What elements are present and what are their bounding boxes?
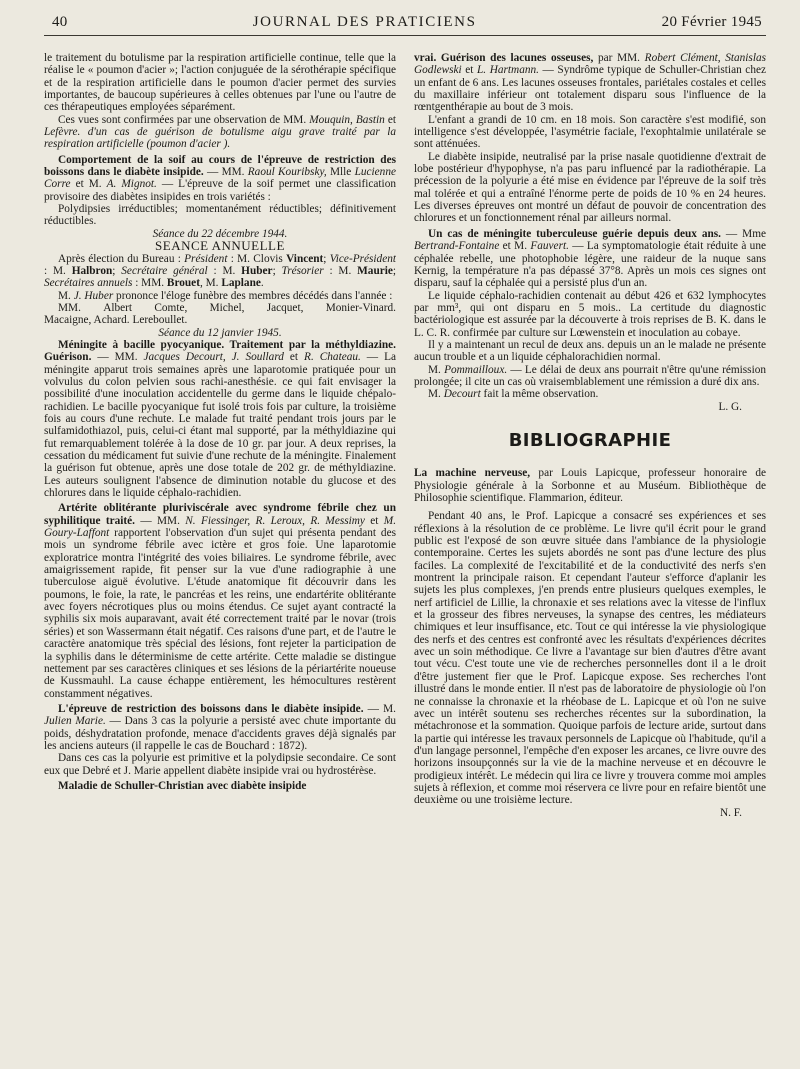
paragraph: Dans ces cas la polyurie est primitive et la polydipsie secondaire. Ce sont eux que Debré et J. Marie appellent diabète insipide vrai ou hydrostérèse. (44, 752, 396, 777)
right-column (414, 52, 766, 819)
left-column (44, 52, 396, 819)
paragraph: le traitement du botulisme par la respiration artificielle continue, telle que la réalise le « poumon d'acier »; l'action conjuguée de la sérothérapie spécifique et de la respiration artificielle dans le poumon d'acier permet des survies importantes, de baucoup supérieures à celles obtenues par l'une ou l'autre de ces thérapeutiques employées séparément. (44, 52, 396, 114)
journal-title: JOURNAL DES PRATICIENS (252, 14, 477, 30)
article-title: L'épreuve de restriction des boissons dans le diabète insipide. (58, 702, 364, 715)
article-title: Comportement de la soif au cours de l'épreuve de restriction des boissons dans le diabète insipide. (44, 153, 396, 179)
paragraph: Artérite oblitérante pluriviscérale avec syndrome fébrile chez un syphilitique traité. — MM. N. Fiessinger, R. Leroux, R. Messimy et M. Goury-Laffont rapportent l'observation d'un sujet qui présenta pendant des mois un syndrome fébrile avec ictère et gros foie. Une laparotomie exploratrice montra l'intégrité des voies biliaires. Le syndrome fébrile, avec amaigrissement rapide, fit penser sur la vue d'une radiographie à une tuberculose aiguë évolutive. L'étude anatomique fit découvrir dans les poumons, le foie, la rate, le pancréas et les reins, une endartérite oblitérante avec foyers nécrotiques plus ou moins étendus. Ce sujet ayant contracté la syphilis six mois auparavant, avait été correctement traité par le novar (trois séries) et son Wassermann était négatif. Ces raisons d'une part, et de l'autre le caractère anatomique très spécial des lésions, font rejeter la participation de la syphilis dans le déterminisme de cette artérite. Cette maladie se distingue nettement par ses caractères cliniques et ses lésions de la périartérite noueuse de Kussmauhl. La cause échappe entièrement, les hémocultures restèrent constamment négatives. (44, 502, 396, 700)
book-title: La machine nerveuse, (414, 467, 531, 480)
paragraph: Méningite à bacille pyocyanique. Traitement par la méthyldiazine. Guérison. — MM. Jacques Decourt, J. Soullard et R. Chateau. — La méningite apparut trois semaines après une laparotomie pratiquée pour un volvulus du colon pelvien sous rachi-anesthésie. ce qui fait envisager la possibilité d'une inoculation accidentelle du germe dans le liquide chépalo-rachidien. Le bacille pyocyanique fut isolé trois fois par culture, la troisième fois au cours d'une rechute. Le malade fut traité pendant trois jours par le sulfamidothiazol, puis, celui-ci étant mal supporté, par la méthyldiazine qui fut remarquablement tolérée à la dose de 10 gr. par jour. A deux reprises, la cessation du médicament fut suivie d'une rechute de la méningite. Finalement la guérison fut obtenue, après une dose totale de 202 gr. de méthyldiazine. Les auteurs soulignent l'absence de diminution notable du glucose et des chlorures dans le liquide céphalo-rachidien. (44, 338, 396, 500)
session-subheading: SEANCE ANNUELLE (155, 238, 285, 254)
paragraph: Comportement de la soif au cours de l'épreuve de restriction des boissons dans le diabète insipide. — MM. Raoul Kouribsky, Mlle Lucienne Corre et M. A. Mignot. — L'épreuve de la soif permet une classification provisoire des diabètes insipides en trois variétés : (44, 153, 396, 203)
paragraph: Pendant 40 ans, le Prof. Lapicque a consacré ses expériences et ses réflexions à la résolution de ce problème. Le livre qu'il écrit pour le grand public est l'exposé de son œuvre située dans l'ambiance de la physiologie contemporaine. Certes les sujets abordés ne sont pas d'une lecture des plus faciles. La complexité de l'excitabilité et de la conductivité des nerfs s'en montrent la principale raison. Et cependant l'auteur s'efforce d'aplanir les sujets les plus complexes, j'en prends entre plusieurs quelques exemples, le nerf artificiel de Lillie, la chronaxie et ses relations avec la vitesse de l'influx et la grosseur des fibres nerveuses, la synapse des centres, les médiateurs chimiques et leur insuffisance, etc. Tout ce qui intéresse la vie physiologique des nerfs et des centres est confronté avec les résultats d'expériences décrites avec un soin méthodique. Ce livre a l'avantage sur bien d'autres d'être avant tout vécu. C'est toute une vie de recherches personnelles dont il a le droit d'être justement fier que le Prof. Lapicque expose. Ses recherches l'ont illustré dans le monde entier. Il n'est pas de laboratoire de physiologie où l'on ne connaisse la chronaxie et la rhéobase de L. Lapicque et où l'on ne suive avec un intérêt soutenu ses recherches récentes sur la subordination, la métachronose et la sommation. Quoique parfois de lecture aride, surtout dans la partie qui intéresse les travaux personnels de Lapicque où l'habitude, qu'il a d'un langage personnel, l'empêche d'en exposer les arcanes, ce livre ouvre des horizons insoupçonnés sur la vie de la machine nerveuse et en découvre le prodigieux intérêt. Le médecin qui lira ce livre y trouvera comme moi amples sujets à réflexion, et comme moi réservera ce livre pour en refaire bientôt une deuxième ou une troisième lecture. (414, 510, 766, 807)
issue-date: 20 Février 1945 (661, 14, 762, 30)
paragraph: Ces vues sont confirmées par une observation de MM. Mouquin, Bastin et Lefèvre. d'un cas de guérison de botulisme aigu grave traité par la respiration artificielle (poumon d'acier ). (44, 113, 396, 151)
session-heading: Séance du 12 janvier 1945. (158, 326, 282, 339)
page-number: 40 (52, 14, 68, 30)
paragraph: Macaigne, Achard. Lereboullet. (44, 314, 188, 327)
article-title: Un cas de méningite tuberculeuse guérie depuis deux ans. (428, 227, 722, 240)
author-signature: L. G. (718, 400, 742, 413)
header-rule (44, 35, 766, 36)
section-heading: BIBLIOGRAPHIE (508, 429, 672, 451)
paragraph: M. Pommailloux. — Le délai de deux ans pourrait n'être qu'une rémission prolongée; il cite un cas où vraisemblablement une rémission a duré dix ans. (414, 363, 766, 388)
paragraph (44, 780, 396, 792)
page-header (44, 14, 766, 33)
paragraph: L'enfant a grandi de 10 cm. en 18 mois. Son caractère s'est modifié, son intelligence s'est développée, l'asymétrie faciale, l'exophtalmie unilatérale se sont atténuées. (414, 113, 766, 151)
paragraph: Il y a maintenant un recul de deux ans. depuis un an le malade ne présente aucun trouble et a un liquide céphalorachidien normal. (414, 338, 766, 364)
paragraph: Après élection du Bureau : Président : M. Clovis Vincent; Vice-Président : M. Halbron; Secrétaire général : M. Huber; Trésorier : M. Maurie; Secrétaires annuels : MM. Brouet, M. Laplane. (44, 252, 396, 290)
paragraph: vrai. Guérison des lacunes osseuses, par MM. Robert Clément, Stanislas Godlewski et L. Hartmann. — Syndrôme typique de Schuller-Christian chez un enfant de 6 ans. Les lacunes osseuses frontales, pariétales costales et celles du maxillaire inférieur ont totalement disparu sous l'influence de la rœntgenthérapie au bout de 3 mois. (414, 52, 766, 114)
paragraph: Polydipsies irréductibles; momentanément réductibles; définitivement réductibles. (44, 203, 396, 228)
paragraph: Un cas de méningite tuberculeuse guérie depuis deux ans. — Mme Bertrand-Fontaine et M. Fauvert. — La symptomatologie était réduite à une céphalée rebelle, une photophobie légère, une raideur de la nuque sans Kernig, la température n'a pas dépassé 37°8. Après un mois ces signes ont disparu, sauf la céphalée qui a persisté plus d'un an. (414, 227, 766, 290)
two-columns (44, 52, 766, 819)
author-signature: N. F. (719, 806, 742, 819)
article-title: vrai. Guérison des lacunes osseuses, (414, 52, 594, 64)
session-heading: Séance du 22 décembre 1944. (152, 227, 288, 240)
paragraph: L'épreuve de restriction des boissons dans le diabète insipide. — M. Julien Marie. — Dans 3 cas la polyurie a persisté avec chute importante du poids, déshydratation profonde, menace d'accidents graves déjà signalés par les anciens auteurs (il rappelle le cas de Bouchard : 1872). (44, 702, 396, 752)
article-title: Méningite à bacille pyocyanique. Traitement par la méthyldiazine. Guérison. (44, 338, 396, 364)
paragraph: Le liquide céphalo-rachidien contenait au début 426 et 632 lymphocytes par mm³, qui ont disparu en 5 mois.. La certitude du diagnostic bactériologique est assurée par la découverte à trois reprises de B. K. dans le L. C. R. confirmée par culture sur Lœwenstein et inoculation au cobaye. (414, 289, 766, 339)
article-title: Maladie de Schuller-Christian avec diabète insipide (58, 779, 307, 792)
deceased-list: MM. Albert Comte, Michel, Jacquet, Monier-Vinard. (58, 301, 396, 314)
paragraph: M. J. Huber prononce l'éloge funèbre des membres décédés dans l'année : (58, 289, 393, 302)
article-title: Artérite oblitérante pluriviscérale avec syndrome fébrile chez un syphilitique traité. (44, 502, 396, 527)
paragraph: M. Decourt fait la même observation. (428, 388, 599, 401)
book-reference: La machine nerveuse, par Louis Lapicque, professeur honoraire de Physiologie générale à la Sorbonne et au Muséum. Bibliothèque de Philosophie scientifique. Flammarion, éditeur. (414, 467, 766, 504)
paragraph: Le diabète insipide, neutralisé par la prise nasale quotidienne d'extrait de lobe postérieur d'hypophyse, n'a pas paru influencé par la radiothérapie. La précession de la polyurie a été mise en évidence par l'épreuve de la soif très mal tolérée et qui a entraîné l'énorme perte de poids de 10 % en 24 heures. Les diverses épreuves ont montré un défaut de pouvoir de concentration des chlorures et un fonctionnement rénal par ailleurs normal. (414, 150, 766, 225)
